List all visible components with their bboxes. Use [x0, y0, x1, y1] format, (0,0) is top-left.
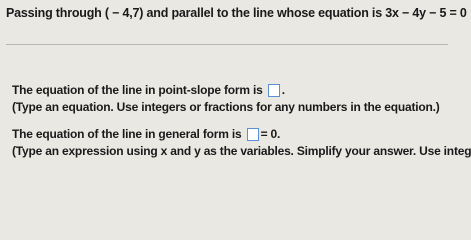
general-form-prompt: The equation of the line in general form is: [12, 127, 242, 141]
question-text: [6, 6, 467, 20]
point-slope-prompt: The equation of the line in point-slope form is: [12, 83, 263, 97]
point-slope-answer-input[interactable]: [268, 84, 280, 97]
general-form-suffix: = 0.: [260, 127, 281, 141]
divider: [6, 44, 448, 45]
point-slope-suffix: .: [281, 83, 285, 97]
question-lead: Passing through: [6, 6, 102, 20]
question-equation: 3x − 4y − 5 = 0: [385, 6, 467, 20]
question-middle: and parallel to the line whose equation is: [146, 6, 382, 20]
question-point: ( − 4,7): [104, 6, 144, 20]
general-form-answer-input[interactable]: [247, 128, 259, 141]
point-slope-instruction: (Type an equation. Use integers or fractions for any numbers in the equation.): [12, 100, 440, 114]
point-slope-section: [12, 83, 440, 114]
general-form-instruction: (Type an expression using x and y as the variables. Simplify your answer. Use integ: [12, 144, 471, 158]
general-form-section: [12, 127, 471, 158]
